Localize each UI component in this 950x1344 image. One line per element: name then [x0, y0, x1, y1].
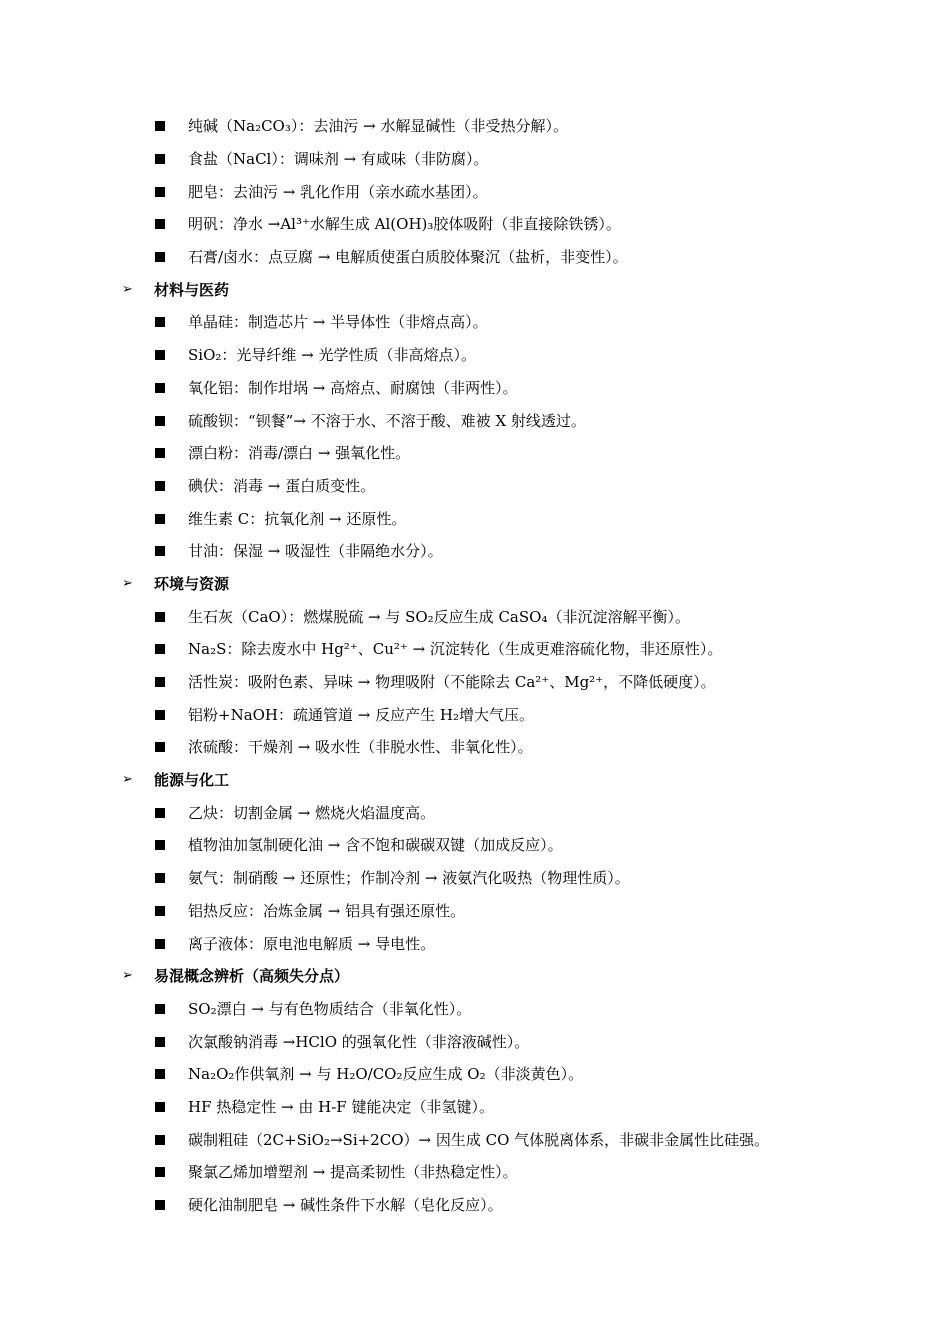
- item-text: 铝粉+NaOH：疏通管道 → 反应产生 H₂增大气压。: [188, 705, 534, 724]
- section-heading: [0, 960, 950, 993]
- item-text: SO₂漂白 → 与有色物质结合（非氧化性）。: [188, 999, 472, 1018]
- black-square-icon: [155, 546, 165, 556]
- black-square-icon: [155, 187, 165, 197]
- section-title: 环境与资源: [154, 574, 230, 593]
- black-square-icon: [155, 1102, 165, 1112]
- black-square-icon: [155, 677, 165, 687]
- list-item: [0, 1156, 950, 1189]
- item-text: 单晶硅：制造芯片 → 半导体性（非熔点高）。: [188, 313, 488, 332]
- list-item: [0, 862, 950, 895]
- black-square-icon: [155, 416, 165, 426]
- black-square-icon: [155, 1037, 165, 1047]
- item-text: 石膏/卤水：点豆腐 → 电解质使蛋白质胶体聚沉（盐析，非变性）。: [188, 248, 628, 267]
- item-text: 纯碱（Na₂CO₃）：去油污 → 水解显碱性（非受热分解）。: [188, 117, 568, 136]
- list-item: [0, 437, 950, 470]
- item-text: 浓硫酸：干燥剂 → 吸水性（非脱水性、非氧化性）。: [188, 738, 533, 757]
- black-square-icon: [155, 710, 165, 720]
- item-text: 硫酸钡：“钡餐”→ 不溶于水、不溶于酸、难被 X 射线透过。: [188, 411, 586, 430]
- list-item: [0, 502, 950, 535]
- list-item: [0, 1091, 950, 1124]
- list-item: [0, 600, 950, 633]
- black-square-icon: [155, 1167, 165, 1177]
- item-text: 聚氯乙烯加增塑剂 → 提高柔韧性（非热稳定性）。: [188, 1163, 518, 1182]
- item-text: 次氯酸钠消毒 →HClO 的强氧化性（非溶液碱性）。: [188, 1032, 530, 1051]
- black-square-icon: [155, 742, 165, 752]
- item-text: 植物油加氢制硬化油 → 含不饱和碳碳双键（加成反应）。: [188, 836, 563, 855]
- section-title: 材料与医药: [154, 280, 230, 299]
- list-item: [0, 110, 950, 143]
- item-text: 漂白粉：消毒/漂白 → 强氧化性。: [188, 444, 411, 463]
- item-text: 食盐（NaCl）：调味剂 → 有咸味（非防腐）。: [188, 150, 489, 169]
- black-square-icon: [155, 448, 165, 458]
- item-text: 氨气：制硝酸 → 还原性；作制冷剂 → 液氨汽化吸热（物理性质）。: [188, 869, 630, 888]
- document-page: [0, 110, 950, 1221]
- item-text: 活性炭：吸附色素、异味 → 物理吸附（不能除去 Ca²⁺、Mg²⁺，不降低硬度）。: [188, 673, 716, 692]
- list-item: [0, 143, 950, 176]
- list-item: [0, 175, 950, 208]
- arrowhead-icon: ➢: [122, 772, 133, 788]
- list-item: [0, 470, 950, 503]
- section-title: 能源与化工: [154, 771, 230, 790]
- black-square-icon: [155, 939, 165, 949]
- list-item: [0, 241, 950, 274]
- black-square-icon: [155, 1069, 165, 1079]
- list-item: [0, 208, 950, 241]
- list-item: [0, 1189, 950, 1222]
- arrowhead-icon: ➢: [122, 968, 133, 984]
- item-text: Na₂O₂作供氧剂 → 与 H₂O/CO₂反应生成 O₂（非淡黄色）。: [188, 1065, 584, 1084]
- item-text: Na₂S：除去废水中 Hg²⁺、Cu²⁺ → 沉淀转化（生成更难溶硫化物，非还原性）。: [188, 640, 723, 659]
- list-item: [0, 535, 950, 568]
- black-square-icon: [155, 350, 165, 360]
- black-square-icon: [155, 252, 165, 262]
- list-item: [0, 927, 950, 960]
- item-text: 碳制粗硅（2C+SiO₂→Si+2CO）→ 因生成 CO 气体脱离体系，非碳非金属性比硅强。: [188, 1130, 770, 1149]
- item-text: 维生素 C：抗氧化剂 → 还原性。: [188, 509, 407, 528]
- list-item: [0, 404, 950, 437]
- item-text: 生石灰（CaO）：燃煤脱硫 → 与 SO₂反应生成 CaSO₄（非沉淀溶解平衡）。: [188, 607, 690, 626]
- item-text: 碘伏：消毒 → 蛋白质变性。: [188, 476, 376, 495]
- black-square-icon: [155, 317, 165, 327]
- list-item: [0, 306, 950, 339]
- list-item: [0, 895, 950, 928]
- black-square-icon: [155, 1135, 165, 1145]
- list-item: [0, 1123, 950, 1156]
- black-square-icon: [155, 840, 165, 850]
- list-item: [0, 698, 950, 731]
- list-item: [0, 1025, 950, 1058]
- list-item: [0, 372, 950, 405]
- black-square-icon: [155, 1004, 165, 1014]
- black-square-icon: [155, 612, 165, 622]
- black-square-icon: [155, 219, 165, 229]
- section-heading: [0, 764, 950, 797]
- black-square-icon: [155, 121, 165, 131]
- list-item: [0, 731, 950, 764]
- list-item: [0, 796, 950, 829]
- black-square-icon: [155, 514, 165, 524]
- list-item: [0, 993, 950, 1026]
- list-item: [0, 633, 950, 666]
- black-square-icon: [155, 154, 165, 164]
- item-text: 甘油：保湿 → 吸湿性（非隔绝水分）。: [188, 542, 443, 561]
- black-square-icon: [155, 906, 165, 916]
- item-text: 乙炔：切割金属 → 燃烧火焰温度高。: [188, 803, 436, 822]
- list-item: [0, 666, 950, 699]
- list-item: [0, 1058, 950, 1091]
- item-text: 明矾：净水 →Al³⁺水解生成 Al(OH)₃胶体吸附（非直接除铁锈）。: [188, 215, 621, 234]
- black-square-icon: [155, 383, 165, 393]
- item-text: 肥皂：去油污 → 乳化作用（亲水疏水基团）。: [188, 182, 488, 201]
- section-heading: [0, 273, 950, 306]
- item-text: 离子液体：原电池电解质 → 导电性。: [188, 934, 436, 953]
- black-square-icon: [155, 873, 165, 883]
- item-text: HF 热稳定性 → 由 H-F 键能决定（非氢键）。: [188, 1097, 494, 1116]
- black-square-icon: [155, 1200, 165, 1210]
- item-text: 硬化油制肥皂 → 碱性条件下水解（皂化反应）。: [188, 1196, 503, 1215]
- black-square-icon: [155, 644, 165, 654]
- item-text: 铝热反应：冶炼金属 → 铝具有强还原性。: [188, 901, 466, 920]
- item-text: 氧化铝：制作坩埚 → 高熔点、耐腐蚀（非两性）。: [188, 378, 518, 397]
- item-text: SiO₂：光导纤维 → 光学性质（非高熔点）。: [188, 346, 476, 365]
- section-heading: [0, 568, 950, 601]
- list-item: [0, 829, 950, 862]
- list-item: [0, 339, 950, 372]
- arrowhead-icon: ➢: [122, 575, 133, 591]
- black-square-icon: [155, 481, 165, 491]
- arrowhead-icon: ➢: [122, 281, 133, 297]
- section-title: 易混概念辨析（高频失分点）: [154, 967, 350, 986]
- black-square-icon: [155, 808, 165, 818]
